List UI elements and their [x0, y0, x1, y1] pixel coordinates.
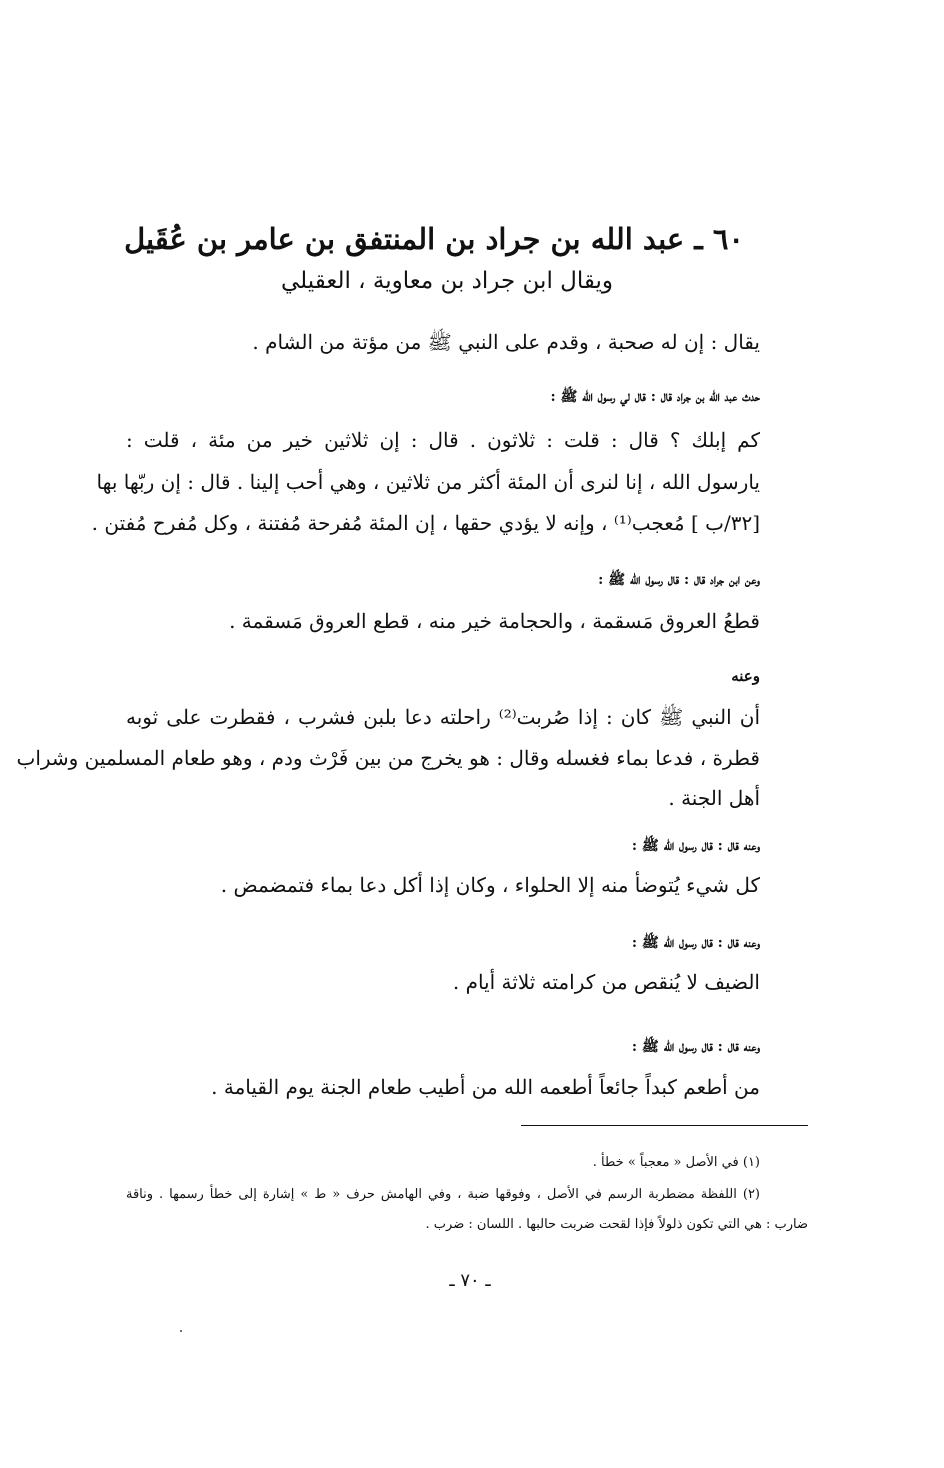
footnote: (١) في الأصل « معجباً » خطأ . — [592, 1155, 760, 1170]
hadith-chain: وعنه — [731, 667, 760, 685]
page-number: ـ ٧٠ ـ — [449, 1270, 491, 1291]
entry-heading: ٦٠ ـ عبد الله بن جراد بن المنتفق بن عامر بن عُقَيل — [124, 222, 744, 256]
footnote: ضارب : هي التي تكون ذلولاً فإذا لقحت ضربت حالبها . اللسان : ضرب . — [425, 1217, 808, 1232]
hadith-line: أن النبي ﷺ كان : إذا صُربت⁽²⁾ راحلته دعا بلبن فشرب ، فقطرت على ثوبه — [126, 705, 760, 729]
intro-text: يقال : إن له صحبة ، وقدم على النبي ﷺ من مؤتة من الشام . — [252, 330, 760, 354]
hadith-line: قطرة ، فدعا بماء فغسله وقال : هو يخرج من بين فَرْث ودم ، وهو طعام المسلمين وشراب — [16, 746, 760, 770]
hadith-text: من أطعم كبداً جائعاً أطعمه الله من أطيب طعام الجنة يوم القيامة . — [211, 1075, 760, 1099]
hadith-chain: وعنه قال : قال رسول الله ﷺ : — [631, 935, 760, 951]
hadith-line: كم إبلك ؟ قال : قلت : ثلاثون . قال : إن ثلاثين خير من مئة ، قلت : — [126, 428, 760, 452]
footnote: (٢) اللفظة مضطربة الرسم في الأصل ، وفوقها ضبة ، وفي الهامش حرف « ط » إشارة إلى خطأ رسمها . وناقة — [126, 1187, 760, 1202]
hadith-line: يارسول الله ، إنا لنرى أن المئة أكثر من ثلاثين ، وهي أحب إلينا . قال : إن ربّها بها — [96, 470, 760, 494]
hadith-line: أهل الجنة . — [668, 786, 760, 810]
hadith-text: كل شيء يُتوضأ منه إلا الحلواء ، وكان إذا أكل دعا بماء فتمضمض . — [220, 873, 760, 897]
hadith-text: قطعُ العروق مَسقمة ، والحجامة خير منه ، قطع العروق مَسقمة . — [229, 609, 760, 633]
hadith-line: [٣٢/ب ] مُعجب⁽¹⁾ ، وإنه لا يؤدي حقها ، إن المئة مُفرحة مُفتنة ، وكل مُفرح مُفتن . — [91, 511, 760, 535]
entry-subheading: ويقال ابن جراد بن معاوية ، العقيلي — [280, 268, 614, 294]
hadith-chain: حدث عبد الله بن جراد قال : قال لي رسول الله ﷺ : — [550, 389, 760, 405]
footnote-divider — [521, 1125, 808, 1126]
scan-speck — [180, 1330, 182, 1332]
hadith-chain: وعنه قال : قال رسول الله ﷺ : — [631, 1039, 760, 1055]
hadith-chain: وعن ابن جراد قال : قال رسول الله ﷺ : — [598, 572, 760, 588]
hadith-chain: وعنه قال : قال رسول الله ﷺ : — [631, 838, 760, 854]
hadith-text: الضيف لا يُنقص من كرامته ثلاثة أيام . — [452, 970, 760, 994]
